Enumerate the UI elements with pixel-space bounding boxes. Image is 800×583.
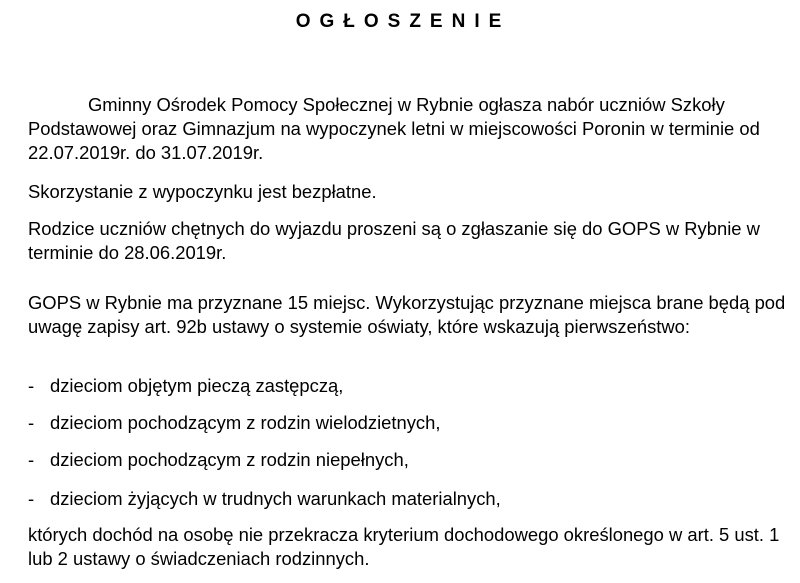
list-item (28, 411, 788, 435)
places-paragraph: GOPS w Rybnie ma przyznane 15 miejsc. Wykorzystując przyznane miejsca brane będą pod uwagę zapisy art. 92b ustawy o systemie oświaty, które wskazują pierwszeństwo: (28, 292, 786, 337)
income-criterion-paragraph: których dochód na osobę nie przekracza kryterium dochodowego określonego w art. 5 ust. 1 lub 2 ustawy o świadczeniach rodzinnych. (28, 524, 780, 569)
list-item (28, 487, 788, 511)
list-item-text: dzieciom objętym pieczą zastępczą, (50, 375, 344, 396)
list-item (28, 448, 788, 472)
list-marker: - (28, 449, 35, 470)
list-marker: - (28, 375, 35, 396)
intro-paragraph: Gminny Ośrodek Pomocy Społecznej w Rybnie ogłasza nabór uczniów Szkoły Podstawowej oraz Gimnazjum na wypoczynek letni w miejscowości Poronin w terminie od 22.07.2019r. do 31.07.2019r. (28, 94, 760, 163)
list-marker: - (28, 412, 35, 433)
list-item-text: dzieciom pochodzącym z rodzin wielodzietnych, (50, 412, 441, 433)
document-title: OGŁOSZENIE (295, 11, 511, 32)
list-item-text: dzieciom żyjących w trudnych warunkach materialnych, (50, 488, 501, 509)
registration-paragraph: Rodzice uczniów chętnych do wyjazdu proszeni są o zgłaszanie się do GOPS w Rybnie w terminie do 28.06.2019r. (28, 218, 760, 263)
free-of-charge-paragraph: Skorzystanie z wypoczynku jest bezpłatne. (28, 181, 377, 202)
list-marker: - (28, 488, 35, 509)
list-item (28, 374, 788, 398)
list-item-text: dzieciom pochodzącym z rodzin niepełnych, (50, 449, 409, 470)
